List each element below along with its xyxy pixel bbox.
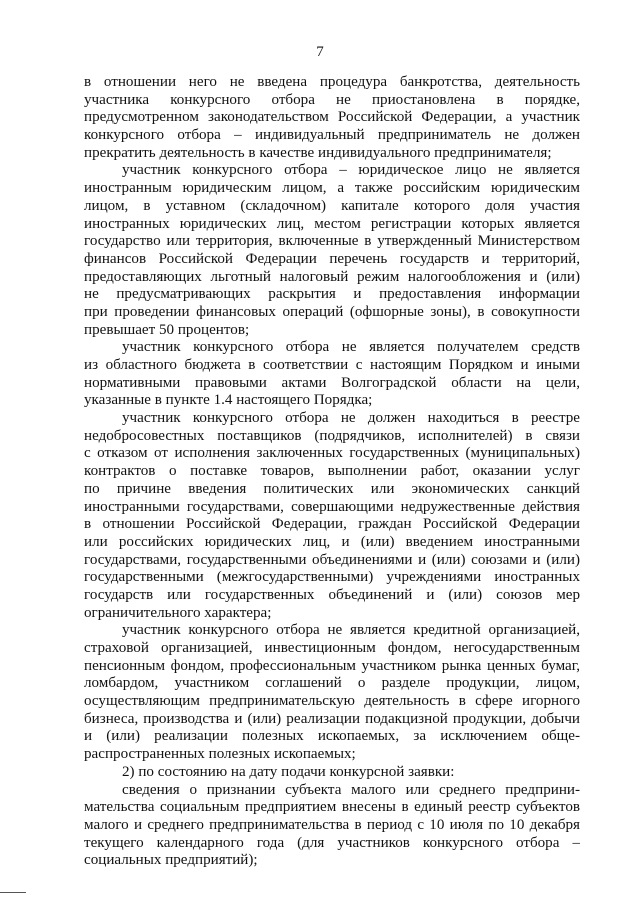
text-line: контрактов о поставке товаров, выполнении работ, оказании услуг (84, 463, 580, 480)
page-number: 7 (316, 44, 324, 60)
text-line: ломбардом, участником соглашений о разделе продукции, лицом, (84, 675, 580, 692)
text-line: нормативными правовыми актами Волгоградской области на цели, (84, 374, 580, 391)
text-line: мательства социальным предприятием внесены в единый реестр субъектов (84, 799, 580, 816)
document-body (84, 74, 580, 870)
text-line: при проведении финансовых операций (офшорные зоны), в совокупности (84, 303, 580, 320)
text-line: пенсионным фондом, профессиональным участником рынка ценных бумаг, (84, 657, 580, 674)
paragraph-first-line: участник конкурсного отбора не является получателем средств (122, 339, 580, 356)
text-line: государство или территория, включенные в утвержденный Министерством (84, 233, 580, 250)
text-line: ограничительного характера; (84, 604, 272, 621)
text-line: иностранным юридическим лицом, а также российским юридическим (84, 180, 580, 197)
text-line: предоставляющих льготный налоговый режим налогообложения и (или) (84, 268, 580, 285)
text-line: предусмотренном законодательством Российской Федерации, а участник (84, 109, 580, 126)
text-line: или российских юридических лиц, и (или) введением иностранными (84, 533, 580, 550)
text-line: страховой организацией, инвестиционным фондом, негосударственным (84, 640, 580, 656)
text-line: государств или государственных объединений и (или) союзов мер (84, 586, 580, 603)
paragraph-first-line: сведения о признании субъекта малого или среднего предприни- (122, 781, 580, 798)
paragraph-first-line: 2) по состоянию на дату подачи конкурсной заявки: (122, 763, 455, 780)
text-line: и (или) реализации полезных ископаемых, за исключением обще- (84, 728, 580, 745)
text-line: бизнеса, производства и (или) реализации подакцизной продукции, добычи (84, 710, 580, 727)
text-line: участника конкурсного отбора не приостановлена в порядке, (84, 91, 580, 108)
paragraph-first-line: участник конкурсного отбора не является кредитной организацией, (122, 622, 580, 639)
text-line: малого и среднего предпринимательства в период с 10 июля по 10 декабря (84, 816, 580, 833)
text-line: прекратить деятельность в качестве индивидуального предпринимателя; (84, 144, 552, 161)
text-line: иностранными государствами, совершающими недружественные действия (84, 498, 580, 515)
text-line: из областного бюджета в соответствии с настоящим Порядком и иными (84, 357, 580, 373)
text-line: государствами, государственными объединениями и (или) союзами и (или) (84, 551, 580, 568)
text-line: распространенных полезных ископаемых; (84, 746, 356, 763)
text-line: лицом, в уставном (складочном) капитале которого доля участия (84, 197, 580, 214)
text-line: по причине введения политических или экономических санкций (84, 480, 580, 497)
text-line: социальных предприятий); (84, 852, 258, 869)
text-line: финансов Российской Федерации перечень государств и территорий, (84, 250, 580, 267)
text-line: указанные в пункте 1.4 настоящего Порядка; (84, 392, 373, 409)
paragraph-first-line: участник конкурсного отбора не должен находиться в реестре (122, 410, 580, 427)
text-line: осуществляющим предпринимательскую деятельность в сфере игорного (84, 693, 580, 710)
text-line: государственными (межгосударственными) учреждениями иностранных (84, 569, 580, 586)
text-line: иностранных юридических лиц, местом регистрации которых является (84, 215, 580, 232)
scan-edge-mark (0, 892, 26, 906)
text-line: превышает 50 процентов; (84, 321, 250, 338)
text-line: в отношении него не введена процедура банкротства, деятельность (84, 74, 580, 90)
text-line: с отказом от исполнения заключенных государственных (муниципальных) (84, 445, 580, 462)
text-line: текущего календарного года (для участников конкурсного отбора – (84, 834, 580, 851)
text-line: не предусматривающих раскрытия и предоставления информации (84, 286, 580, 303)
text-line: в отношении Российской Федерации, граждан Российской Федерации (84, 516, 580, 533)
text-line: недобросовестных поставщиков (подрядчиков, исполнителей) в связи (84, 427, 580, 444)
text-line: конкурсного отбора – индивидуальный предприниматель не должен (84, 127, 580, 144)
paragraph-first-line: участник конкурсного отбора – юридическое лицо не является (122, 162, 580, 179)
